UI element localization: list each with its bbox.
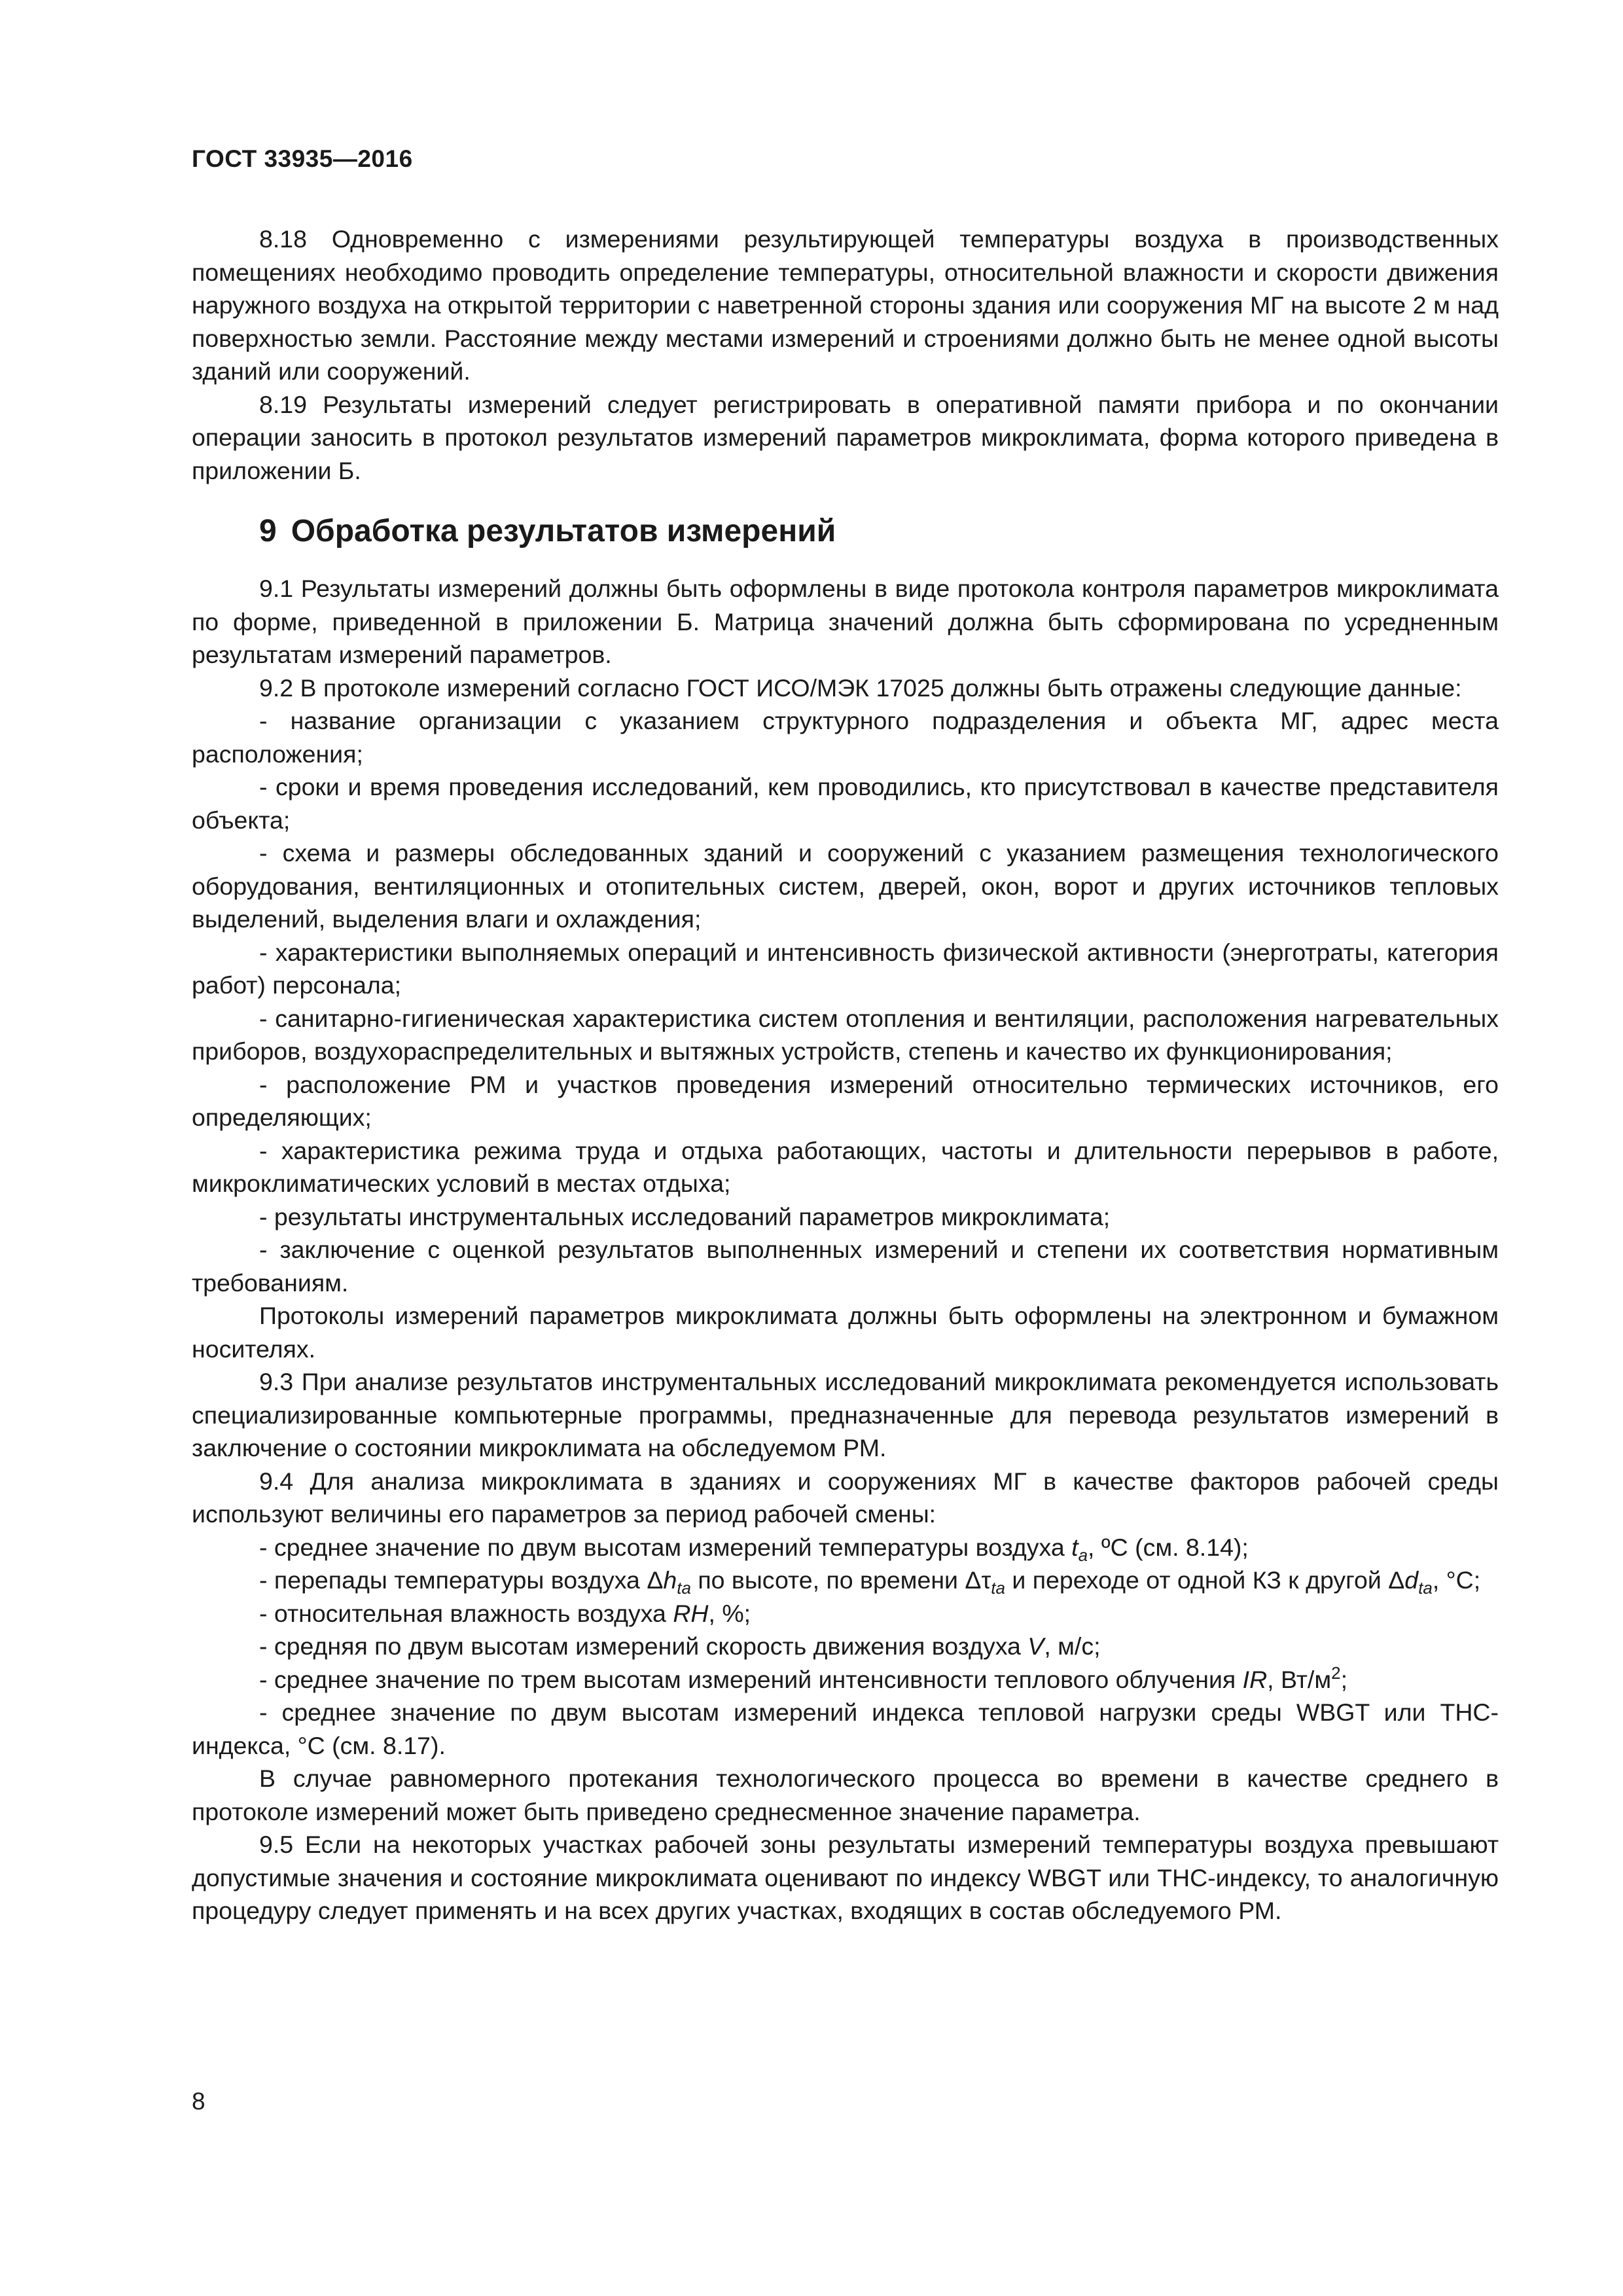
paragraph-8-18: 8.18 Одновременно с измерениями результирующей температуры воздуха в производственных помещениях необходимо проводить определение температуры, относительной влажности и скорости движения наружного воздуха на открытой территории с наветренной стороны здания или сооружения МГ на высоте 2 м над поверхностью земли. Расстояние между местами измерений и строениями должно быть не менее одной высоты зданий или сооружений. (192, 225, 1499, 385)
paragraph-8-19: 8.19 Результаты измерений следует регистрировать в оперативной памяти прибора и по окончании операции заносить в протокол результатов измерений параметров микроклимата, форма которого приведена в приложении Б. (192, 390, 1499, 484)
list-item-air-speed: - средняя по двум высотам измерений скорость движения воздуха V, м/с; (259, 1632, 1101, 1660)
section-9-heading (192, 512, 1499, 551)
page-body (192, 223, 1499, 1928)
list-item-humidity: - относительная влажность воздуха RH, %; (259, 1599, 751, 1627)
page-number: 8 (192, 2088, 205, 2115)
list-item: - характеристики выполняемых операций и интенсивность физической активности (энерготраты, категория работ) персонала; (192, 938, 1499, 999)
list-item-mean-temperature: - среднее значение по двум высотам измерений температуры воздуха $t_a$, ºС (см. 8.14); (259, 1533, 1249, 1565)
list-item: - сроки и время проведения исследований, кем проводились, кто присутствовал в качестве представителя объекта; (192, 773, 1499, 834)
list-item-irradiation: - среднее значение по трем высотам измерений интенсивности теплового облучения IR, $Вт/м^2$; (259, 1662, 1348, 1693)
list-item: - название организации с указанием структурного подразделения и объекта МГ, адрес места расположения; (192, 707, 1499, 768)
list-item: - результаты инструментальных исследований параметров микроклимата; (259, 1202, 1111, 1230)
list-item-wbgt: - среднее значение по двум высотам измерений индекса тепловой нагрузки среды WBGT или ТНС-индекса, °С (см. 8.17). (192, 1698, 1499, 1759)
paragraph-9-5: 9.5 Если на некоторых участках рабочей зоны результаты измерений температуры воздуха превышают допустимые значения и состояние микроклимата оценивают по индексу WBGT или ТНС-индексу, то аналогичную процедуру следует применять и на всех других участках, входящих в состав обследуемого РМ. (192, 1831, 1499, 1924)
paragraph-uniform-process: В случае равномерного протекания технологического процесса во времени в качестве среднего в протоколе измерений может быть приведено среднесменное значение параметра. (192, 1765, 1499, 1825)
list-item: - заключение с оценкой результатов выполненных измерений и степени их соответствия нормативным требованиям. (192, 1236, 1499, 1297)
section-title: Обработка результатов измерений (291, 514, 836, 548)
list-item: - характеристика режима труда и отдыха работающих, частоты и длительности перерывов в работе, микроклиматических условий в местах отдыха; (192, 1136, 1499, 1197)
list-item: - расположение РМ и участков проведения измерений относительно термических источников, его определяющих; (192, 1070, 1499, 1131)
paragraph-9-4: 9.4 Для анализа микроклимата в зданиях и сооружениях МГ в качестве факторов рабочей среды используют величины его параметров за период рабочей смены: (192, 1467, 1499, 1528)
section-number: 9 (259, 514, 277, 548)
paragraph-protocols: Протоколы измерений параметров микроклимата должны быть оформлены на электронном и бумажном носителях. (192, 1302, 1499, 1363)
list-item-temperature-drops: - перепады температуры воздуха $\Delta h_{ta}$ по высоте, по времени $\Delta\tau_{ta}$ и переходе от одной КЗ к другой $\Delta d_{ta}$, °С; (259, 1566, 1481, 1598)
paragraph-9-1: 9.1 Результаты измерений должны быть оформлены в виде протокола контроля параметров микроклимата по форме, приведенной в приложении Б. Матрица значений должна быть сформирована по усредненным результатам измерений параметров. (192, 575, 1499, 668)
list-item: - схема и размеры обследованных зданий и сооружений с указанием размещения технологического оборудования, вентиляционных и отопительных систем, дверей, окон, ворот и других источников тепловых выделений, выделения влаги и охлаждения; (192, 839, 1499, 933)
paragraph-9-3: 9.3 При анализе результатов инструментальных исследований микроклимата рекомендуется использовать специализированные компьютерные программы, предназначенные для перевода результатов измерений в заключение о состоянии микроклимата на обследуемом РМ. (192, 1368, 1499, 1462)
list-item: - санитарно-гигиеническая характеристика систем отопления и вентиляции, расположения нагревательных приборов, воздухораспределительных и вытяжных устройств, степень и качество их функционирования; (192, 1004, 1499, 1065)
document-code-header: ГОСТ 33935—2016 (192, 145, 413, 172)
paragraph-9-2: 9.2 В протоколе измерений согласно ГОСТ ИСО/МЭК 17025 должны быть отражены следующие данные: (259, 673, 1462, 702)
